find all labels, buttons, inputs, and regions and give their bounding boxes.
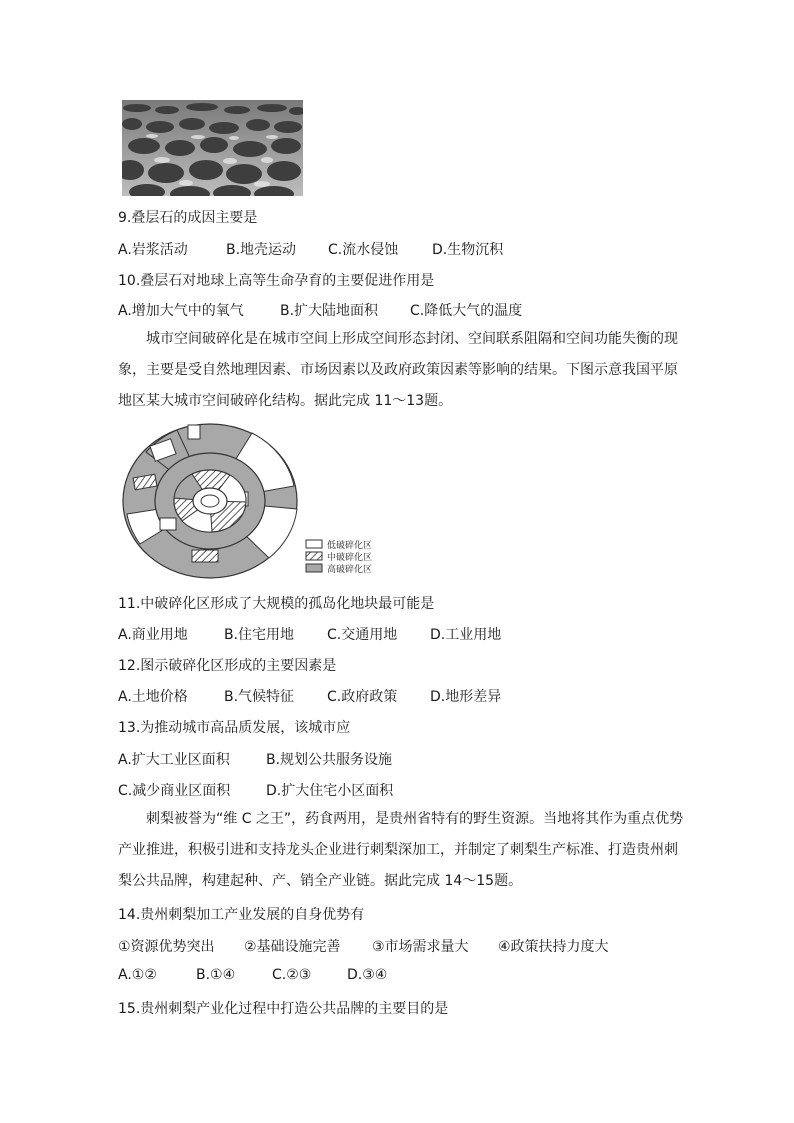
question-12-options <box>118 686 501 706</box>
legend-mid-label: 中破碎化区 <box>327 553 373 563</box>
question-10-options <box>118 300 522 320</box>
passage-rosa-roxburghii: 刺梨被誉为“维 C 之王”，药食两用，是贵州省特有的野生资源。当地将其作为重点优势产业推进，积极引进和支持龙头企业进行刺梨深加工，并制定了刺梨生产标准、打造贵州刺梨公共品牌，构建起种、产、销全产业链。据此完成 14～15题。 <box>118 811 684 889</box>
option-a: A.①② <box>118 967 157 983</box>
question-15-stem: 15.贵州刺梨产业化过程中打造公共品牌的主要目的是 <box>118 1001 449 1017</box>
option-c: C.②③ <box>272 967 312 983</box>
option-a: A.岩浆活动 <box>118 242 188 258</box>
question-11-stem: 11.中破碎化区形成了大规模的孤岛化地块最可能是 <box>118 596 435 612</box>
statement-4: ④政策扶持力度大 <box>498 939 609 955</box>
stromatolite-photo <box>122 100 303 196</box>
option-d: D.生物沉积 <box>432 242 504 258</box>
option-d: D.③④ <box>347 967 388 983</box>
mid-block <box>160 518 176 530</box>
question-14-stem: 14.贵州刺梨加工产业发展的自身优势有 <box>118 907 365 923</box>
option-c: C.减少商业区面积 <box>118 783 231 799</box>
question-14-options <box>118 967 387 983</box>
legend-low-label: 低破碎化区 <box>327 541 373 551</box>
option-a: A.扩大工业区面积 <box>118 752 230 768</box>
option-c: C.交通用地 <box>327 627 398 643</box>
legend-high-label: 高破碎化区 <box>327 565 373 575</box>
question-9-stem: 9.叠层石的成因主要是 <box>118 210 258 226</box>
statement-1: ①资源优势突出 <box>118 939 215 955</box>
passage-urban-fragmentation: 城市空间破碎化是在城市空间上形成空间形态封闭、空间联系阻隔和空间功能失衡的现象，主要是受自然地理因素、市场因素以及政府政策因素等影响的结果。下图示意我国平原地区某大城市空间破碎化结构。据此完成 11～13题。 <box>118 331 678 409</box>
option-b: B.①④ <box>196 967 236 983</box>
option-b: B.地壳运动 <box>226 242 297 258</box>
core-center <box>201 495 219 507</box>
option-a: A.商业用地 <box>118 627 188 643</box>
option-d: D.扩大住宅小区面积 <box>266 783 394 799</box>
option-b: B.规划公共服务设施 <box>266 752 393 768</box>
option-a: A.增加大气中的氧气 <box>118 303 244 319</box>
option-c: C.降低大气的温度 <box>410 303 523 319</box>
option-b: B.气候特征 <box>224 689 295 705</box>
option-b: B.扩大陆地面积 <box>280 303 379 319</box>
urban-fragmentation-diagram <box>122 422 400 582</box>
question-13-stem: 13.为推动城市高品质发展，该城市应 <box>118 720 351 736</box>
question-14-statements <box>118 936 609 956</box>
question-11-options <box>118 624 501 644</box>
option-c: C.政府政策 <box>327 689 398 705</box>
low-block <box>188 425 200 439</box>
option-a: A.土地价格 <box>118 689 188 705</box>
option-d: D.工业用地 <box>430 627 502 643</box>
option-b: B.住宅用地 <box>224 627 295 643</box>
option-d: D.地形差异 <box>430 689 502 705</box>
mid-block <box>192 550 218 562</box>
statement-3: ③市场需求量大 <box>372 939 469 955</box>
question-12-stem: 12.图示破碎化区形成的主要因素是 <box>118 658 337 674</box>
question-13-options-row1 <box>118 749 392 769</box>
legend <box>306 539 372 575</box>
question-10-stem: 10.叠层石对地球上高等生命孕育的主要促进作用是 <box>118 273 435 289</box>
option-c: C.流水侵蚀 <box>328 242 399 258</box>
question-13-options-row2 <box>118 780 393 800</box>
statement-2: ②基础设施完善 <box>244 939 341 955</box>
question-9-options <box>118 239 503 259</box>
